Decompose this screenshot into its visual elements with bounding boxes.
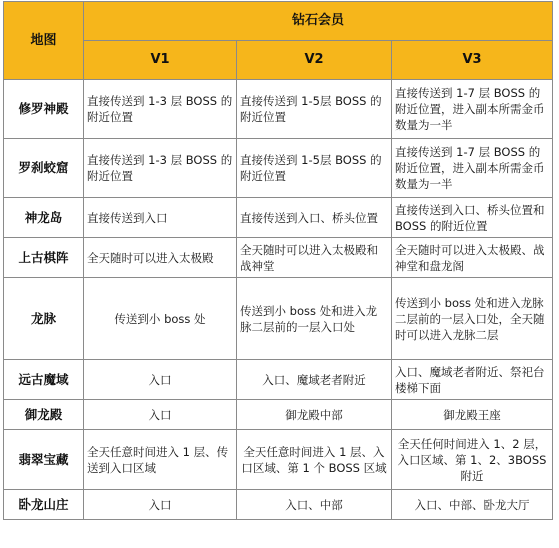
map-name: 卧龙山庄	[4, 490, 84, 520]
v2-cell: 直接传送到 1-5层 BOSS 的附近位置	[237, 80, 392, 139]
v2-cell: 全天随时可以进入太极殿和战神堂	[237, 238, 392, 278]
table-row	[4, 238, 553, 278]
map-name: 修罗神殿	[4, 80, 84, 139]
v3-cell: 传送到小 boss 处和进入龙脉二层前的一层入口处，全天随时可以进入龙脉二层	[392, 278, 553, 360]
v2-cell: 直接传送到 1-5层 BOSS 的附近位置	[237, 139, 392, 198]
column-header-v1: V1	[84, 41, 237, 80]
map-name: 上古棋阵	[4, 238, 84, 278]
header-row-group	[4, 2, 553, 41]
v1-cell: 直接传送到 1-3 层 BOSS 的附近位置	[84, 80, 237, 139]
v3-cell: 入口、中部、卧龙大厅	[392, 490, 553, 520]
diamond-member-header: 钻石会员	[84, 2, 553, 41]
v3-cell: 入口、魔域老者附近、祭祀台楼梯下面	[392, 360, 553, 400]
v1-cell: 入口	[84, 360, 237, 400]
v1-cell: 直接传送到 1-3 层 BOSS 的附近位置	[84, 139, 237, 198]
v2-cell: 全天任意时间进入 1 层、入口区域、第 1 个 BOSS 区域	[237, 430, 392, 490]
v2-cell: 入口、魔域老者附近	[237, 360, 392, 400]
membership-benefits-table	[3, 1, 553, 520]
v1-cell: 入口	[84, 490, 237, 520]
v2-cell: 御龙殿中部	[237, 400, 392, 430]
v3-cell: 直接传送到 1-7 层 BOSS 的附近位置，进入副本所需金币数量为一半	[392, 139, 553, 198]
v3-cell: 直接传送到 1-7 层 BOSS 的附近位置，进入副本所需金币数量为一半	[392, 80, 553, 139]
column-header-v2: V2	[237, 41, 392, 80]
map-column-header: 地图	[4, 2, 84, 80]
table-row	[4, 400, 553, 430]
v2-cell: 入口、中部	[237, 490, 392, 520]
column-header-v3: V3	[392, 41, 553, 80]
v3-cell: 全天随时可以进入太极殿、战神堂和盘龙阁	[392, 238, 553, 278]
map-name: 翡翠宝藏	[4, 430, 84, 490]
map-name: 罗刹蛟窟	[4, 139, 84, 198]
v2-cell: 传送到小 boss 处和进入龙脉二层前的一层入口处	[237, 278, 392, 360]
table-row	[4, 198, 553, 238]
table-row	[4, 80, 553, 139]
table-row	[4, 278, 553, 360]
map-name: 御龙殿	[4, 400, 84, 430]
table-row	[4, 139, 553, 198]
v3-cell: 全天任何时间进入 1、2 层，入口区域、第 1、2、3BOSS 附近	[392, 430, 553, 490]
table-row	[4, 430, 553, 490]
v1-cell: 直接传送到入口	[84, 198, 237, 238]
v1-cell: 全天随时可以进入太极殿	[84, 238, 237, 278]
map-name: 远古魔域	[4, 360, 84, 400]
v1-cell: 全天任意时间进入 1 层、传送到入口区域	[84, 430, 237, 490]
map-name: 龙脉	[4, 278, 84, 360]
table-row	[4, 360, 553, 400]
v1-cell: 传送到小 boss 处	[84, 278, 237, 360]
v3-cell: 直接传送到入口、桥头位置和 BOSS 的附近位置	[392, 198, 553, 238]
v2-cell: 直接传送到入口、桥头位置	[237, 198, 392, 238]
table-row	[4, 490, 553, 520]
header-row-levels	[4, 41, 553, 80]
membership-table-container	[3, 1, 552, 541]
v3-cell: 御龙殿王座	[392, 400, 553, 430]
v1-cell: 入口	[84, 400, 237, 430]
map-name: 神龙岛	[4, 198, 84, 238]
